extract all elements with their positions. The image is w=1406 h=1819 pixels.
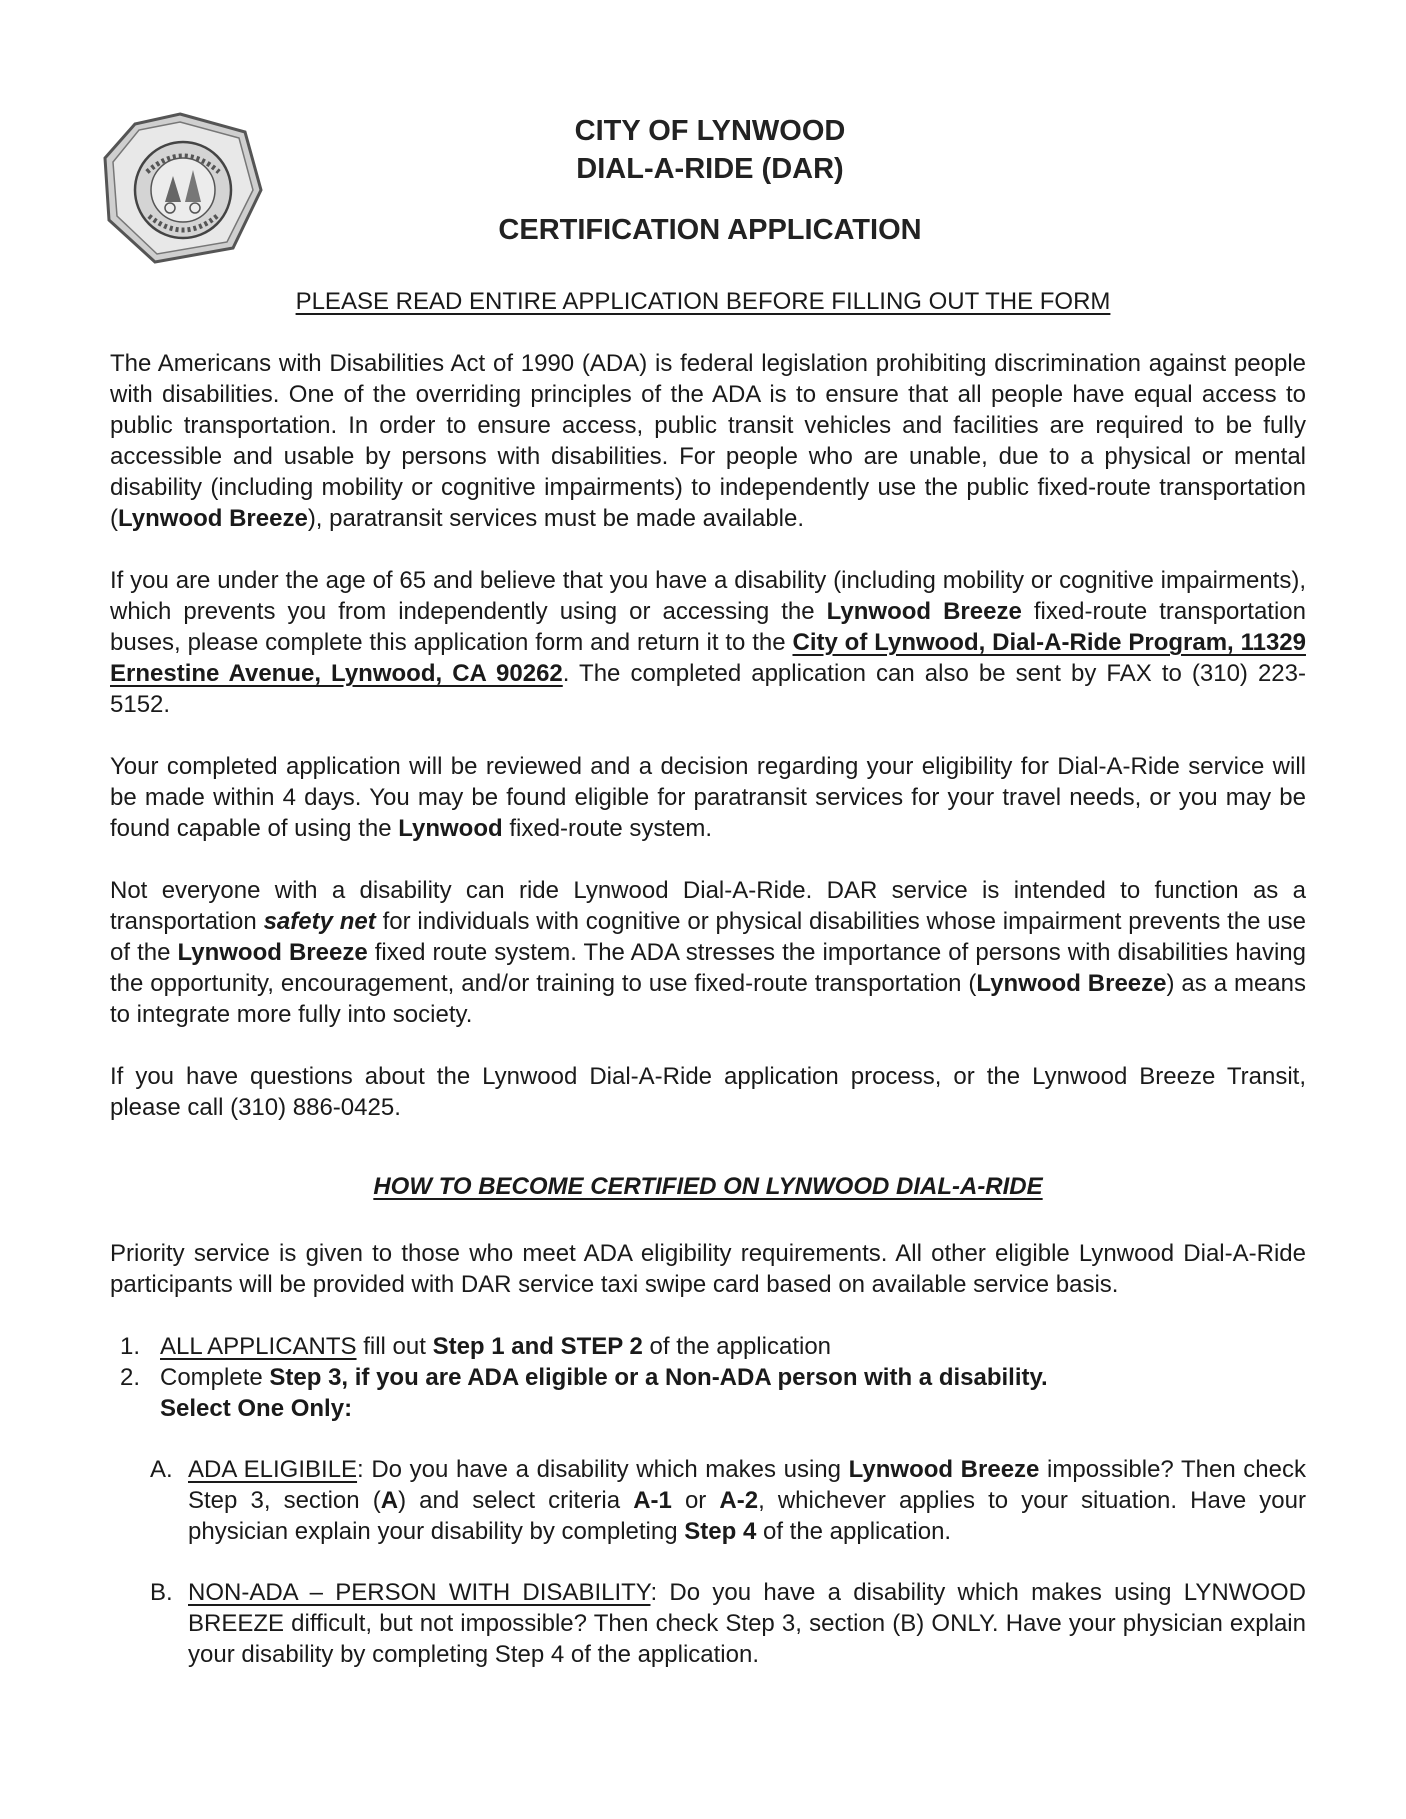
mailing-address: City of Lynwood, Dial-A-Ride Program, 11329 Ernestine Avenue, Lynwood, CA 90262 [110, 629, 1306, 687]
option-ada-eligible: A. ADA ELIGIBILE: Do you have a disability which makes using Lynwood Breeze impossible? Then check Step 3, section (A) and select criteria A-1 or A-2, whichever applies to your situation. Have your physician explain your disability by completing Step 4 of the application. [150, 1456, 1306, 1545]
read-notice: PLEASE READ ENTIRE APPLICATION BEFORE FILLING OUT THE FORM [295, 288, 1111, 315]
options-list [110, 1454, 1306, 1670]
intro-paragraph-2: If you are under the age of 65 and believe that you have a disability (including mobility or cognitive impairments), which prevents you from independently using or accessing the Lynwood Breeze fixed-route transportation buses, please complete this application form and return it to the City of Lynwood, Dial-A-Ride Program, 11329 Ernestine Avenue, Lynwood, CA 90262. The completed application can also be sent by FAX to (310) 223-5152. [110, 567, 1306, 718]
page-title: CERTIFICATION APPLICATION [498, 214, 922, 246]
intro-paragraph-1: The Americans with Disabilities Act of 1990 (ADA) is federal legislation prohibiting discrimination against people with disabilities. One of the overriding principles of the ADA is to ensure that all people have equal access to public transportation. In order to ensure access, public transit vehicles and facilities are required to be fully accessible and usable by persons with disabilities. For people who are unable, due to a physical or mental disability (including mobility or cognitive impairments) to independently use the public fixed-route transportation (Lynwood Breeze), paratransit services must be made available. [110, 350, 1306, 532]
city-seal-icon [95, 110, 265, 265]
document-body [110, 348, 1306, 1700]
intro-paragraph-5: If you have questions about the Lynwood Dial-A-Ride application process, or the Lynwood Breeze Transit, please call (310) 886-0425. [110, 1063, 1306, 1121]
steps-list [110, 1331, 1306, 1424]
org-name: CITY OF LYNWOOD [574, 115, 846, 147]
list-item: 1. ALL APPLICANTS fill out Step 1 and STEP 2 of the application [120, 1333, 832, 1360]
intro-paragraph-3: Your completed application will be reviewed and a decision regarding your eligibility for Dial-A-Ride service will be made within 4 days. You may be found eligible for paratransit services for your travel needs, or you may be found capable of using the Lynwood fixed-route system. [110, 753, 1306, 842]
header [400, 112, 1020, 247]
certification-heading: HOW TO BECOME CERTIFIED ON LYNWOOD DIAL-A-RIDE [373, 1173, 1043, 1200]
program-name: DIAL-A-RIDE (DAR) [576, 153, 844, 185]
option-non-ada: B. NON-ADA – PERSON WITH DISABILITY: Do you have a disability which makes using LYNWOOD BREEZE difficult, but not impossible? Then check Step 3, section (B) ONLY. Have your physician explain your disability by completing Step 4 of the application. [150, 1579, 1306, 1668]
list-item: 2. Complete Step 3, if you are ADA eligible or a Non-ADA person with a disability. Select One Only: [120, 1364, 1048, 1422]
priority-paragraph: Priority service is given to those who meet ADA eligibility requirements. All other eligible Lynwood Dial-A-Ride participants will be provided with DAR service taxi swipe card based on available service basis. [110, 1240, 1306, 1298]
intro-paragraph-4: Not everyone with a disability can ride Lynwood Dial-A-Ride. DAR service is intended to function as a transportation safety net for individuals with cognitive or physical disabilities whose impairment prevents the use of the Lynwood Breeze fixed route system. The ADA stresses the importance of persons with disabilities having the opportunity, encouragement, and/or training to use fixed-route transportation (Lynwood Breeze) as a means to integrate more fully into society. [110, 877, 1307, 1028]
